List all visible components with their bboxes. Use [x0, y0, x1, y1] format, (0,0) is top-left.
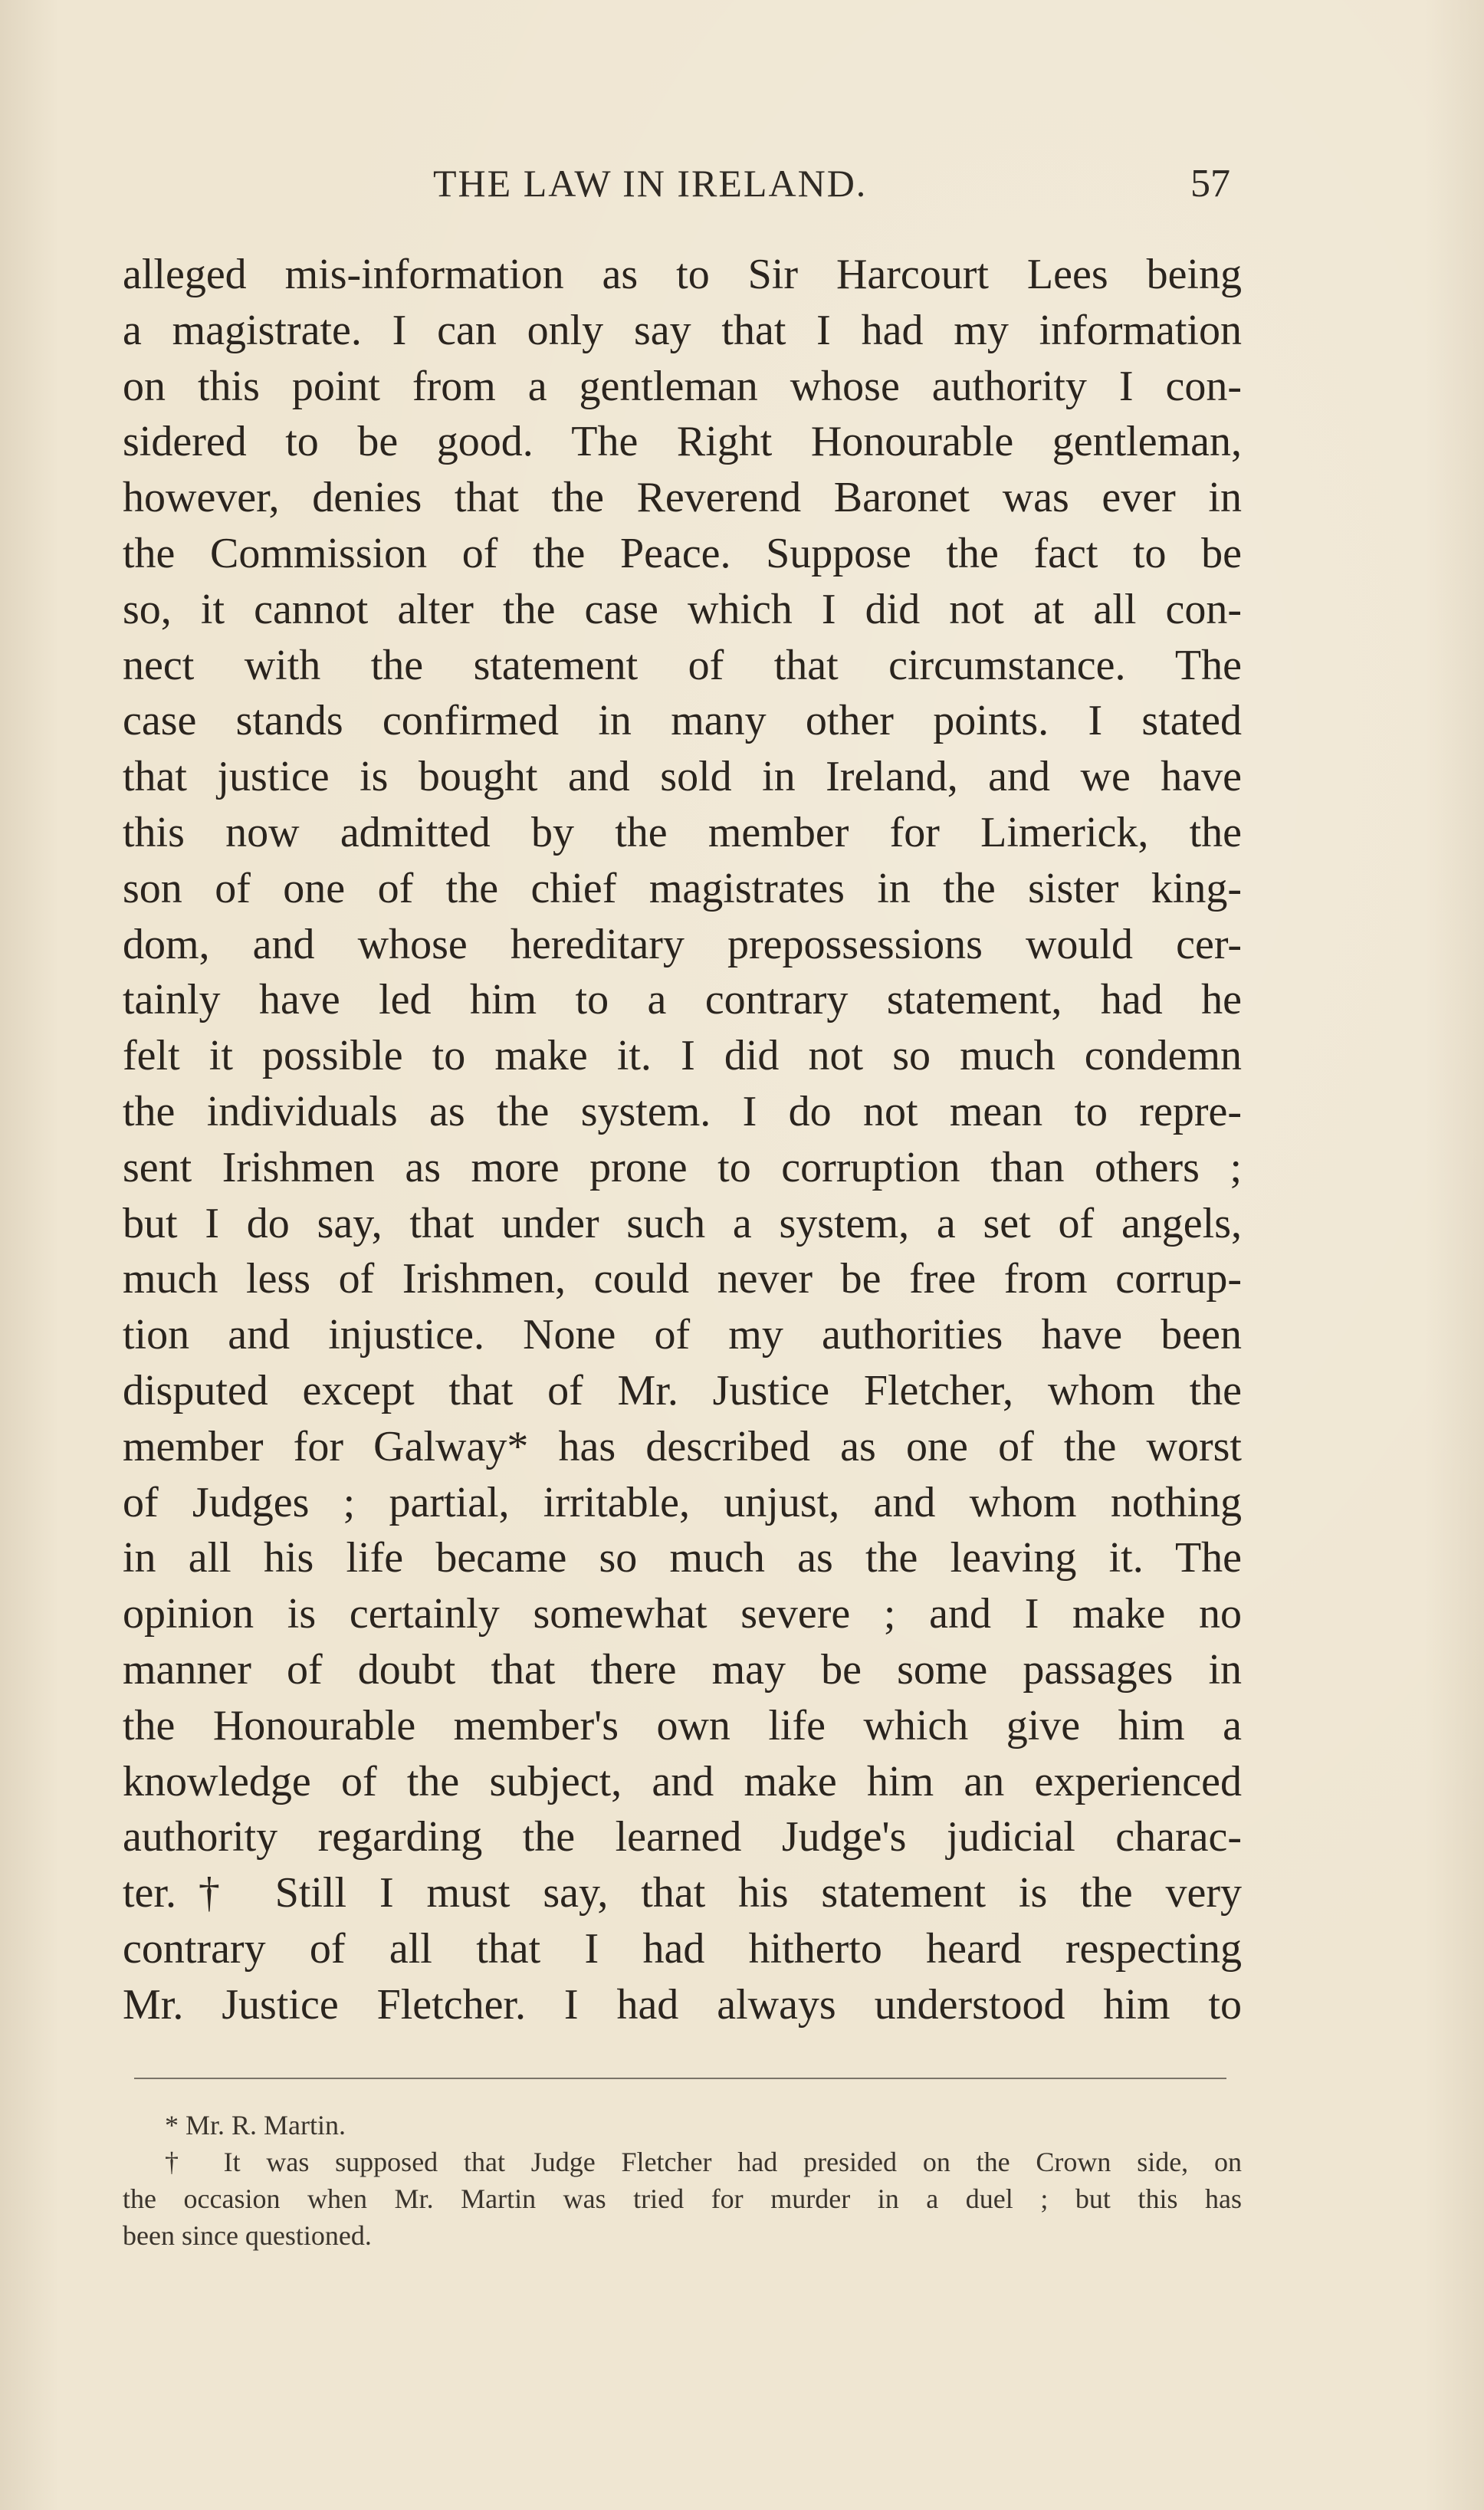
text-line: the Honourable member's own life which give him a [123, 1701, 1242, 1749]
text-line: nect with the statement of that circumstance. The [123, 641, 1242, 689]
text-line: felt it possible to make it. I did not so much condemn [123, 1032, 1242, 1080]
text-line: sidered to be good. The Right Honourable gentleman, [123, 418, 1242, 466]
footnote-2-line-2: the occasion when Mr. Martin was tried for murder in a duel ; but this has [123, 2183, 1242, 2214]
text-line: Mr. Justice Fletcher. I had always understood him to [123, 1980, 1242, 2029]
running-head: THE LAW IN IRELAND. [433, 162, 868, 205]
text-line: this now admitted by the member for Limerick, the [123, 808, 1242, 856]
text-line: tion and injustice. None of my authorities have been [123, 1311, 1242, 1359]
text-line: tainly have led him to a contrary statement, had he [123, 976, 1242, 1024]
footnote-divider [134, 2078, 1226, 2079]
body-text [123, 247, 1242, 2033]
text-line: so, it cannot alter the case which I did not at all con- [123, 585, 1242, 633]
text-line: but I do say, that under such a system, a set of angels, [123, 1199, 1242, 1247]
text-line: son of one of the chief magistrates in the sister king- [123, 864, 1242, 912]
page-number: 57 [1190, 162, 1230, 205]
text-line: member for Galway* has described as one of the worst [123, 1422, 1242, 1470]
text-line: the individuals as the system. I do not mean to repre- [123, 1087, 1242, 1135]
text-line: contrary of all that I had hitherto heard respecting [123, 1924, 1242, 1973]
text-line: manner of doubt that there may be some passages in [123, 1645, 1242, 1694]
text-line: opinion is certainly somewhat severe ; and I make no [123, 1590, 1242, 1638]
text-line: disputed except that of Mr. Justice Fletcher, whom the [123, 1366, 1242, 1414]
text-line: dom, and whose hereditary prepossessions would cer- [123, 920, 1242, 968]
text-line: the Commission of the Peace. Suppose the fact to be [123, 529, 1242, 577]
text-line: in all his life became so much as the leaving it. The [123, 1534, 1242, 1582]
text-line: authority regarding the learned Judge's judicial charac- [123, 1813, 1242, 1861]
text-line: a magistrate. I can only say that I had my information [123, 306, 1242, 354]
footnote-1: * Mr. R. Martin. [165, 2110, 346, 2140]
text-line: ter.† Still I must say, that his statement is the very [123, 1869, 1242, 1917]
footnote-2-line-3: been since questioned. [123, 2220, 372, 2251]
text-line: much less of Irishmen, could never be free from corrup- [123, 1255, 1242, 1303]
text-line: that justice is bought and sold in Ireland, and we have [123, 753, 1242, 801]
text-line: sent Irishmen as more prone to corruption than others ; [123, 1143, 1242, 1191]
text-line: case stands confirmed in many other points. I stated [123, 697, 1242, 745]
footnotes [123, 2107, 1242, 2254]
text-line: alleged mis-information as to Sir Harcourt Lees being [123, 251, 1242, 298]
text-line: on this point from a gentleman whose authority I con- [123, 362, 1242, 410]
text-line: knowledge of the subject, and make him an experienced [123, 1757, 1242, 1805]
page-header [433, 161, 1230, 222]
text-line: however, denies that the Reverend Baronet was ever in [123, 474, 1242, 522]
footnote-2-line-1: † It was supposed that Judge Fletcher had presided on the Crown side, on [165, 2147, 1242, 2177]
text-line: of Judges ; partial, irritable, unjust, and whom nothing [123, 1478, 1242, 1526]
